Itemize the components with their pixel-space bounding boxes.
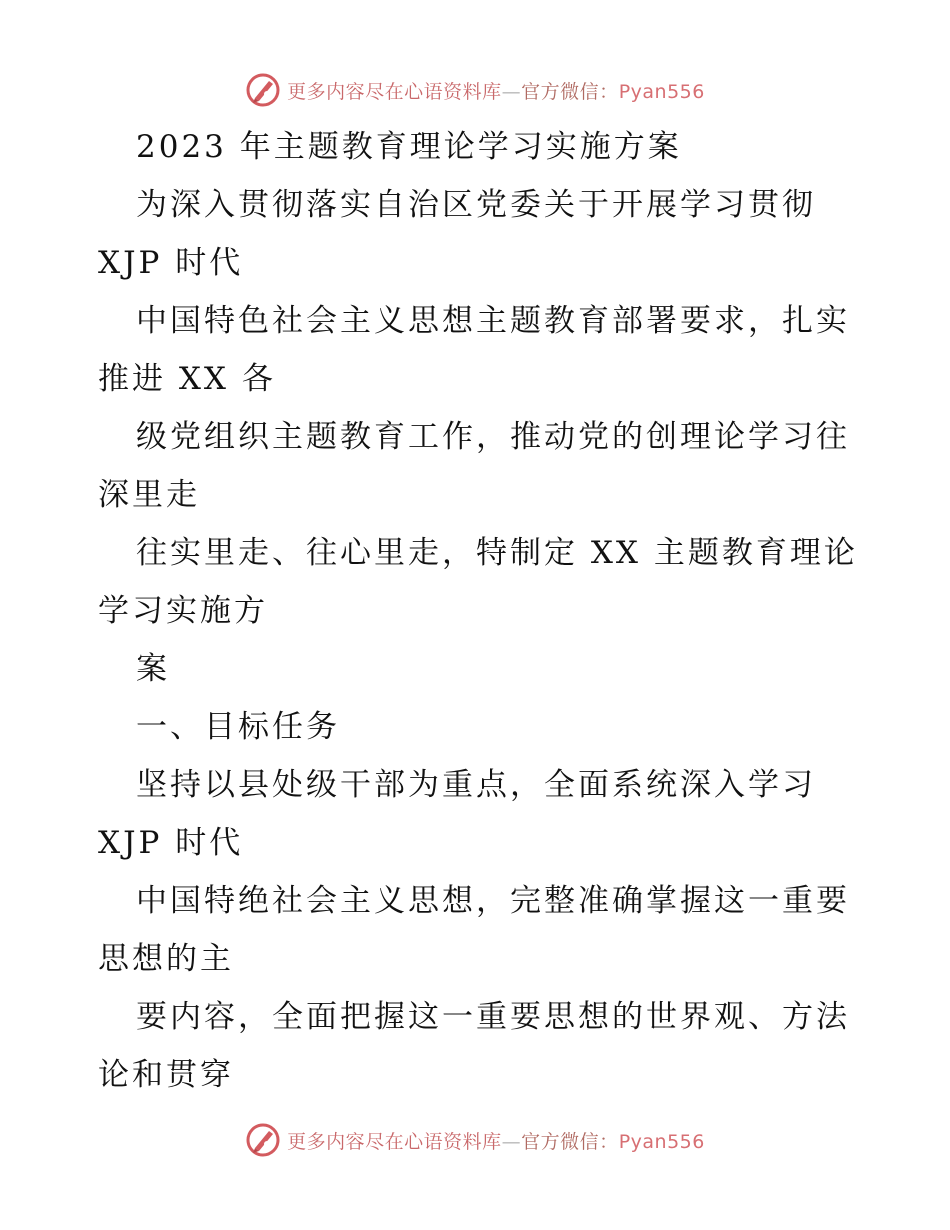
pen-seal-logo-icon: [245, 72, 281, 108]
paragraph-line: 学习实施方: [98, 593, 268, 629]
paragraph-line: 往实里走、往心里走，特制定 XX 主题教育理论: [136, 535, 858, 571]
paragraph-line: 为深入贯彻落实自治区党委关于开展学习贯彻: [136, 187, 816, 223]
paragraph-line: XJP 时代: [98, 825, 244, 861]
watermark-account: Pyan556: [618, 1130, 705, 1153]
paragraph-line: 坚持以县处级干部为重点，全面系统深入学习: [136, 767, 816, 803]
paragraph-line: XJP 时代: [98, 245, 244, 281]
document-body: [98, 118, 858, 1104]
paragraph-line: 案: [136, 651, 170, 687]
paragraph-line: 思想的主: [98, 941, 234, 977]
watermark-banner-top: [0, 70, 950, 110]
paragraph-line: 级党组织主题教育工作，推动党的创理论学习往: [136, 419, 850, 455]
section-heading: 一、目标任务: [136, 709, 340, 745]
paragraph-line: 要内容，全面把握这一重要思想的世界观、方法: [136, 999, 850, 1035]
watermark-wechat: 官方微信：: [521, 80, 619, 103]
watermark-main: 更多内容尽在心语资料库: [287, 1130, 502, 1153]
watermark-text: [287, 1127, 705, 1154]
paragraph-line: 中国特绝社会主义思想，完整准确掌握这一重要: [136, 883, 850, 919]
watermark-main: 更多内容尽在心语资料库: [287, 80, 502, 103]
paragraph-line: 论和贯穿: [98, 1057, 234, 1093]
paragraph-line: 中国特色社会主义思想主题教育部署要求，扎实: [136, 303, 850, 339]
watermark-dash: —: [501, 1130, 522, 1153]
watermark-dash: —: [501, 80, 522, 103]
pen-seal-logo-icon: [245, 1122, 281, 1158]
watermark-text: [287, 77, 705, 104]
paragraph-line: 深里走: [98, 477, 200, 513]
document-title: 2023 年主题教育理论学习实施方案: [136, 129, 682, 165]
watermark-account: Pyan556: [618, 80, 705, 103]
watermark-wechat: 官方微信：: [521, 1130, 619, 1153]
paragraph-line: 推进 XX 各: [98, 361, 276, 397]
watermark-banner-bottom: [0, 1120, 950, 1160]
